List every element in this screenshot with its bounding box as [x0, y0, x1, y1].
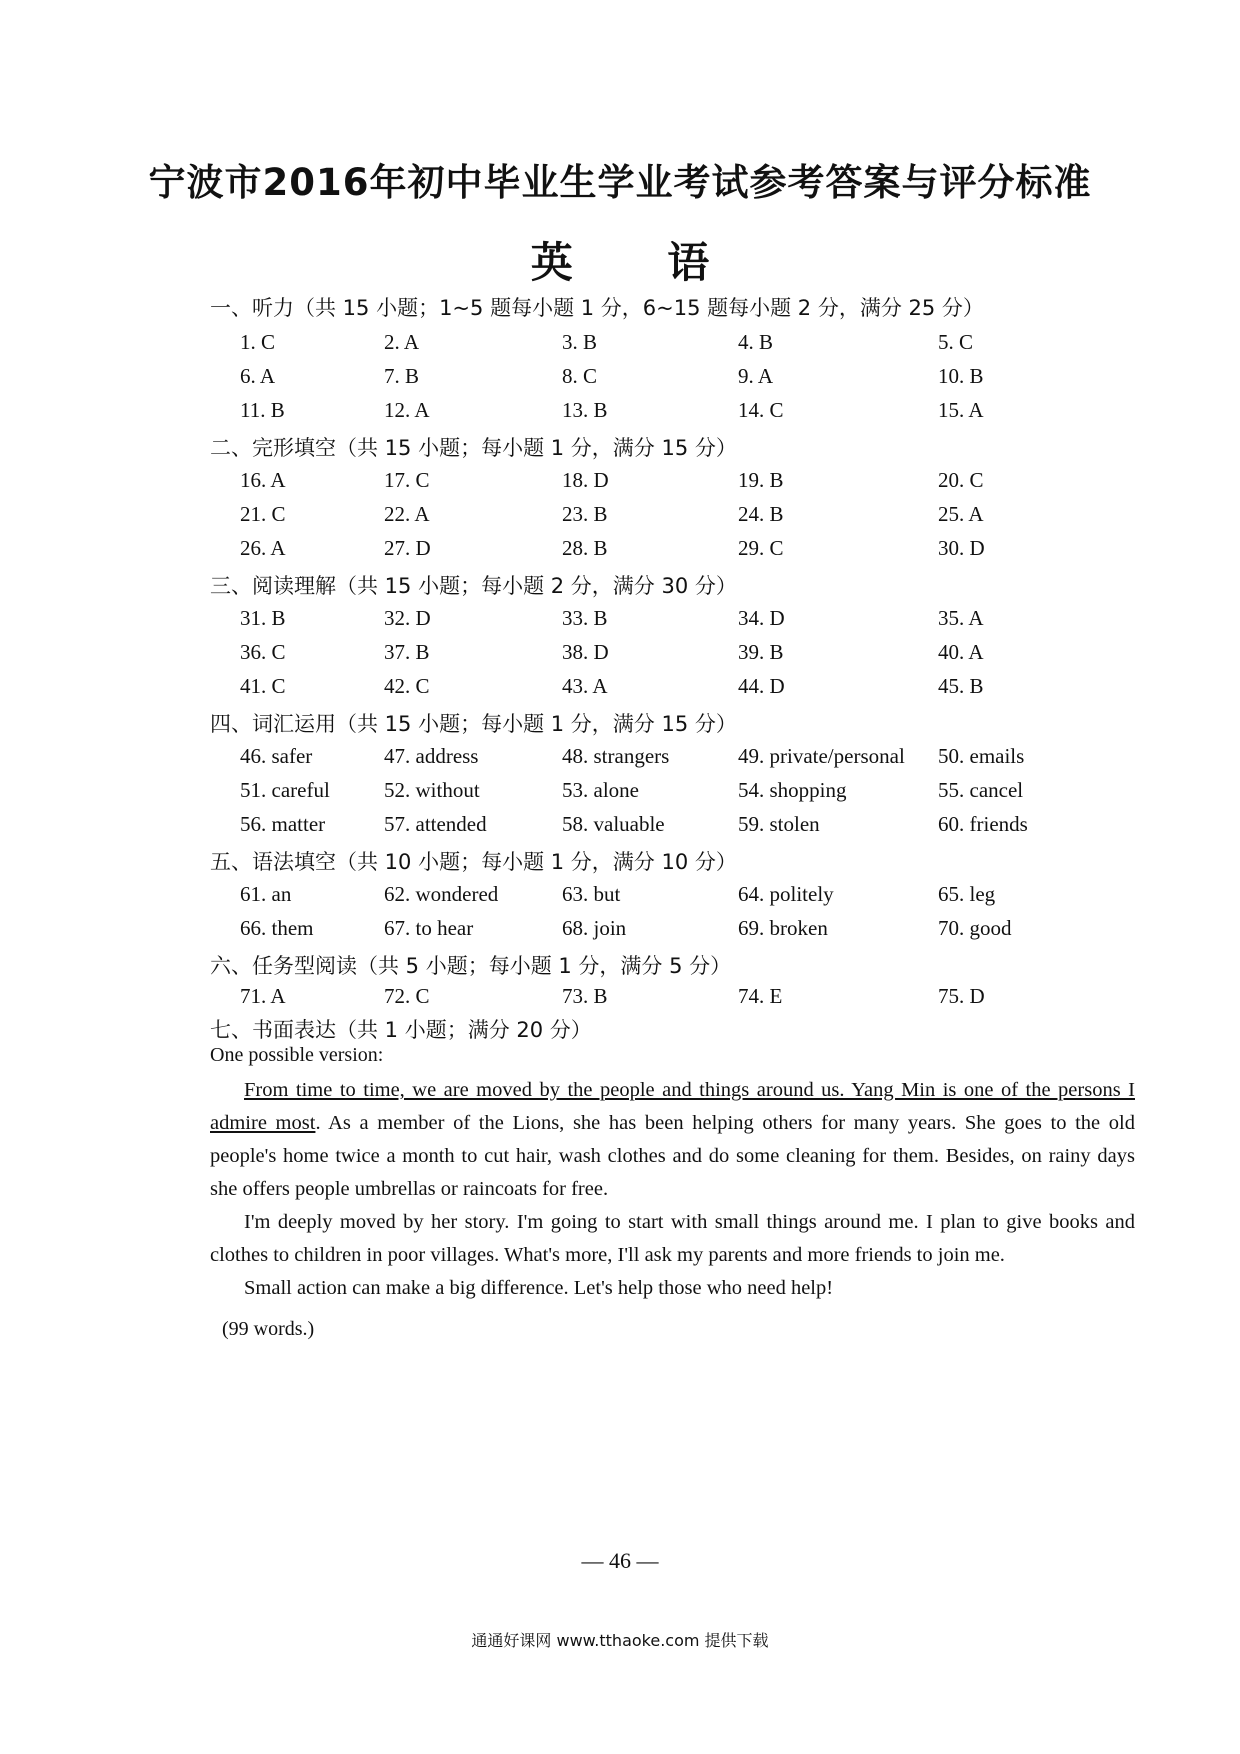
answer-cell: 34. D	[738, 606, 785, 630]
answer-cell: 11. B	[240, 398, 285, 422]
answer-cell: 46. safer	[240, 744, 313, 768]
page-number: — 46 —	[581, 1548, 659, 1573]
answer-row	[0, 984, 1240, 1014]
sample-essay	[210, 1074, 1135, 1305]
section-heading-vocabulary: 四、词汇运用（共 15 小题；每小题 1 分，满分 15 分）	[210, 712, 737, 736]
answer-cell: 2. A	[384, 330, 420, 354]
answer-row	[0, 606, 1240, 636]
answer-row	[0, 640, 1240, 670]
answer-cell: 20. C	[938, 468, 984, 492]
answer-cell: 12. A	[384, 398, 430, 422]
answer-cell: 50. emails	[938, 744, 1025, 768]
answer-cell: 71. A	[240, 984, 286, 1008]
answer-cell: 40. A	[938, 640, 984, 664]
answer-cell: 73. B	[562, 984, 608, 1008]
answer-cell: 49. private/personal	[738, 744, 905, 768]
answer-row	[0, 364, 1240, 394]
answer-cell: 1. C	[240, 330, 276, 354]
essay-paragraph: Small action can make a big difference. Let's help those who need help!	[244, 1277, 834, 1299]
answer-cell: 51. careful	[240, 778, 330, 802]
answer-cell: 35. A	[938, 606, 984, 630]
answer-cell: 18. D	[562, 468, 609, 492]
essay-underlined-text: From time to time, we are moved by the people and things around us. Yang Min is one of the persons I admire most	[210, 1079, 1135, 1134]
answer-cell: 30. D	[938, 536, 985, 560]
answer-cell: 22. A	[384, 502, 430, 526]
answer-row	[0, 812, 1240, 842]
answer-cell: 13. B	[562, 398, 608, 422]
answer-cell: 48. strangers	[562, 744, 670, 768]
subject-heading: 英 语	[530, 238, 710, 287]
word-count: (99 words.)	[222, 1318, 315, 1340]
answer-cell: 60. friends	[938, 812, 1028, 836]
answer-cell: 58. valuable	[562, 812, 665, 836]
answer-cell: 32. D	[384, 606, 431, 630]
answer-cell: 42. C	[384, 674, 430, 698]
answer-cell: 14. C	[738, 398, 784, 422]
answer-cell: 61. an	[240, 882, 292, 906]
answer-cell: 33. B	[562, 606, 608, 630]
answer-cell: 69. broken	[738, 916, 828, 940]
answer-cell: 26. A	[240, 536, 286, 560]
answer-cell: 64. politely	[738, 882, 834, 906]
answer-cell: 28. B	[562, 536, 608, 560]
answer-cell: 44. D	[738, 674, 785, 698]
answer-cell: 5. C	[938, 330, 974, 354]
answer-cell: 57. attended	[384, 812, 487, 836]
answer-cell: 16. A	[240, 468, 286, 492]
answer-cell: 70. good	[938, 916, 1012, 940]
answer-cell: 54. shopping	[738, 778, 847, 802]
answer-cell: 23. B	[562, 502, 608, 526]
answer-row	[0, 468, 1240, 498]
essay-lead: One possible version:	[210, 1044, 384, 1066]
answer-cell: 31. B	[240, 606, 286, 630]
answer-cell: 29. C	[738, 536, 784, 560]
answer-cell: 37. B	[384, 640, 430, 664]
answer-cell: 62. wondered	[384, 882, 499, 906]
answer-cell: 41. C	[240, 674, 286, 698]
answer-cell: 75. D	[938, 984, 985, 1008]
answer-cell: 25. A	[938, 502, 984, 526]
essay-paragraph	[210, 1074, 1135, 1206]
answer-row	[0, 916, 1240, 946]
answer-row	[0, 502, 1240, 532]
section-heading-task-reading: 六、任务型阅读（共 5 小题；每小题 1 分，满分 5 分）	[210, 954, 732, 978]
answer-row	[0, 744, 1240, 774]
answer-cell: 7. B	[384, 364, 420, 388]
answer-cell: 21. C	[240, 502, 286, 526]
answer-cell: 67. to hear	[384, 916, 474, 940]
answer-cell: 6. A	[240, 364, 276, 388]
answer-row	[0, 778, 1240, 808]
document-title: 宁波市2016年初中毕业生学业考试参考答案与评分标准	[148, 161, 1092, 204]
answer-cell: 3. B	[562, 330, 598, 354]
answer-cell: 9. A	[738, 364, 774, 388]
section-heading-writing: 七、书面表达（共 1 小题；满分 20 分）	[210, 1018, 592, 1042]
answer-cell: 43. A	[562, 674, 608, 698]
answer-cell: 27. D	[384, 536, 431, 560]
essay-paragraph: I'm deeply moved by her story. I'm going to start with small things around me. I plan to give books and clothes to children in poor villages. What's more, I'll ask my parents and more friends to join me.	[210, 1211, 1135, 1266]
answer-row	[0, 536, 1240, 566]
essay-text: . As a member of the Lions, she has been helping others for many years. She goes to the old people's home twice a month to cut hair, wash clothes and do some cleaning for them. Besides, on rainy days she offers people umbrellas or raincoats for free.	[210, 1112, 1135, 1200]
answer-cell: 38. D	[562, 640, 609, 664]
answer-cell: 36. C	[240, 640, 286, 664]
answer-cell: 47. address	[384, 744, 479, 768]
answer-cell: 4. B	[738, 330, 774, 354]
answer-cell: 53. alone	[562, 778, 639, 802]
answer-cell: 24. B	[738, 502, 784, 526]
section-heading-listening: 一、听力（共 15 小题；1~5 题每小题 1 分，6~15 题每小题 2 分，满分 25 分）	[210, 296, 984, 320]
answer-row	[0, 674, 1240, 704]
answer-cell: 74. E	[738, 984, 783, 1008]
answer-cell: 66. them	[240, 916, 314, 940]
answer-cell: 65. leg	[938, 882, 996, 906]
answer-cell: 19. B	[738, 468, 784, 492]
answer-row	[0, 882, 1240, 912]
answer-cell: 52. without	[384, 778, 480, 802]
answer-cell: 39. B	[738, 640, 784, 664]
answer-cell: 15. A	[938, 398, 984, 422]
section-heading-reading: 三、阅读理解（共 15 小题；每小题 2 分，满分 30 分）	[210, 574, 737, 598]
answer-cell: 45. B	[938, 674, 984, 698]
answer-row	[0, 398, 1240, 428]
answer-cell: 68. join	[562, 916, 627, 940]
answer-row	[0, 330, 1240, 360]
footer-credit: 通通好课网 www.tthaoke.com 提供下载	[471, 1631, 769, 1650]
answer-cell: 17. C	[384, 468, 430, 492]
answer-cell: 72. C	[384, 984, 430, 1008]
section-heading-grammar: 五、语法填空（共 10 小题；每小题 1 分，满分 10 分）	[210, 850, 737, 874]
answer-cell: 8. C	[562, 364, 598, 388]
answer-cell: 63. but	[562, 882, 621, 906]
answer-cell: 10. B	[938, 364, 984, 388]
answer-cell: 55. cancel	[938, 778, 1024, 802]
answer-cell: 56. matter	[240, 812, 326, 836]
section-heading-cloze: 二、完形填空（共 15 小题；每小题 1 分，满分 15 分）	[210, 436, 737, 460]
answer-cell: 59. stolen	[738, 812, 820, 836]
